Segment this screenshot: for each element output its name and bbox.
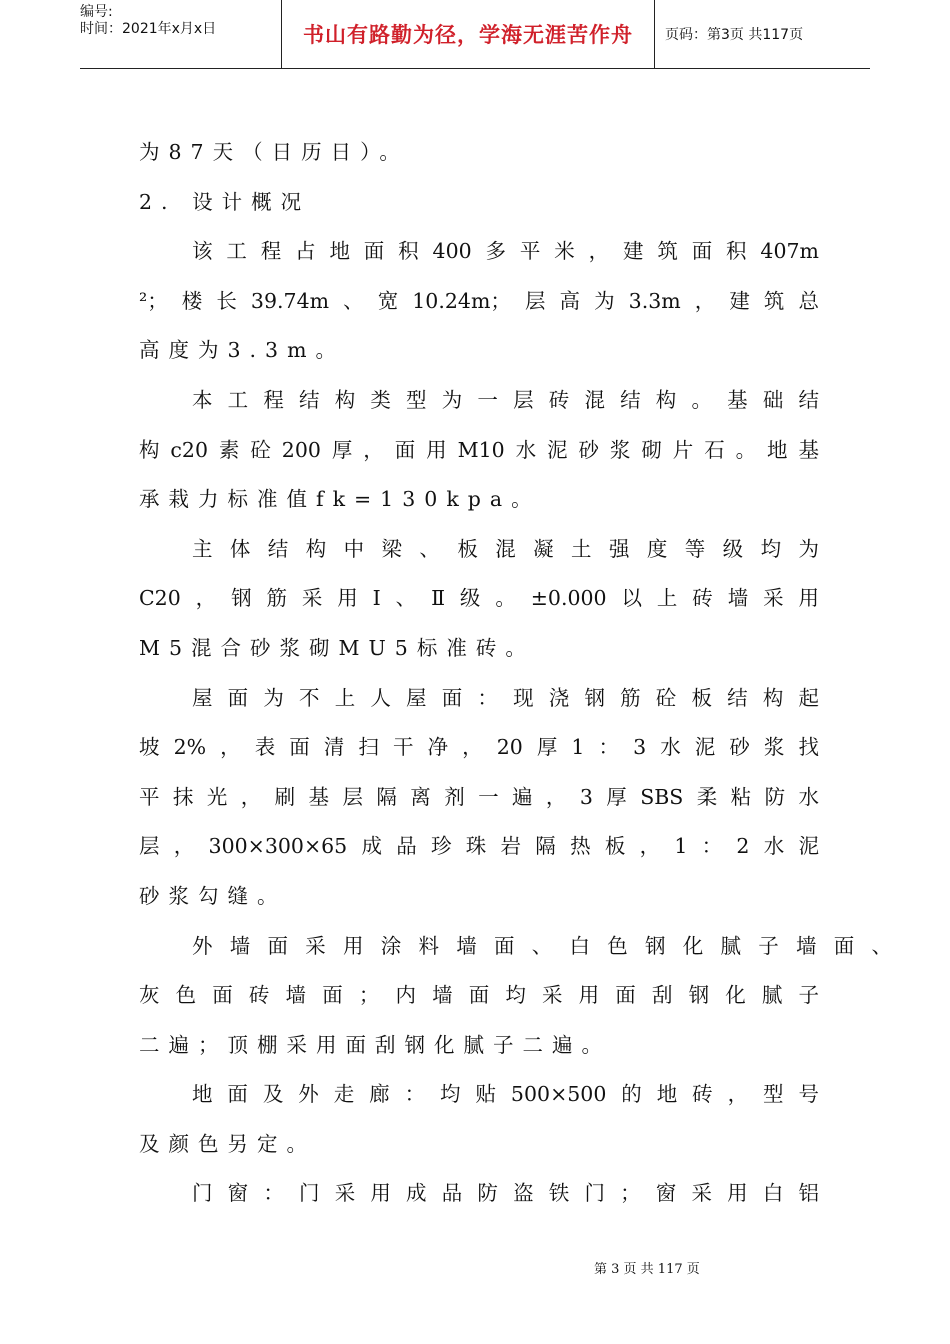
text-line: 门窗：门采用成品防盗铁门；窗采用白铝: [192, 1181, 819, 1206]
number-label: 编号:: [80, 4, 113, 20]
text-line: M5混合砂浆砌MU5标准砖。: [139, 635, 535, 660]
header-motto: 书山有路勤为径，学海无涯苦作舟: [303, 23, 633, 47]
text-line: 及颜色另定。: [139, 1131, 316, 1156]
text-line: 二遍；顶棚采用面刮钢化腻子二遍。: [139, 1032, 611, 1057]
text-line: C20，钢筋采用Ⅰ、Ⅱ级。±0.000以上砖墙采用: [139, 586, 819, 611]
text-line: 构c20素砼200厚，面用M10水泥砂浆砌片石。地基: [139, 437, 819, 462]
text-line: 高度为3.3m。: [139, 338, 346, 363]
text-line: 平抹光，刷基层隔离剂一遍，3厚SBS柔粘防水: [139, 784, 819, 809]
text-line: 本工程结构类型为一层砖混结构。基础结: [192, 387, 819, 412]
text-line: 屋面为不上人屋面：现浇钢筋砼板结构起: [192, 685, 819, 710]
text-line: 砂浆勾缝。: [139, 883, 287, 908]
time-label: 时间：2021年x月x日: [80, 21, 217, 37]
text-line: 外墙面采用涂料墙面、白色钢化腻子墙面、: [192, 933, 892, 958]
text-line: 承栽力标准值fk=130kpa。: [139, 487, 541, 512]
header-divider: [654, 0, 655, 68]
text-line: 主体结构中梁、板混凝土强度等级均为: [192, 536, 819, 561]
text-line: 层，300×300×65成品珍珠岩隔热板，1：2水泥: [139, 834, 819, 859]
document-body: [139, 130, 892, 1221]
section-heading: 2. 设计概况: [139, 189, 311, 214]
page-footer: 第 3 页 共 117 页: [594, 1262, 700, 1277]
text-line: 地面及外走廊：均贴500×500的地砖，型号: [192, 1082, 819, 1107]
text-line: 坡2%，表面清扫干净，20厚1：3水泥砂浆找: [139, 735, 819, 760]
header-meta: [80, 0, 280, 72]
text-line: ²；楼长39.74m、宽10.24m；层高为3.3m，建筑总: [139, 288, 819, 313]
header-page-info: 页码：第3页 共117页: [665, 27, 804, 43]
text-line: 灰色面砖墙面；内墙面均采用面刮钢化腻子: [139, 983, 819, 1008]
page-header: [80, 0, 870, 69]
text-line: 为87天（日历日）。: [139, 140, 409, 164]
text-line: 该工程占地面积400多平米，建筑面积407m: [192, 239, 819, 264]
